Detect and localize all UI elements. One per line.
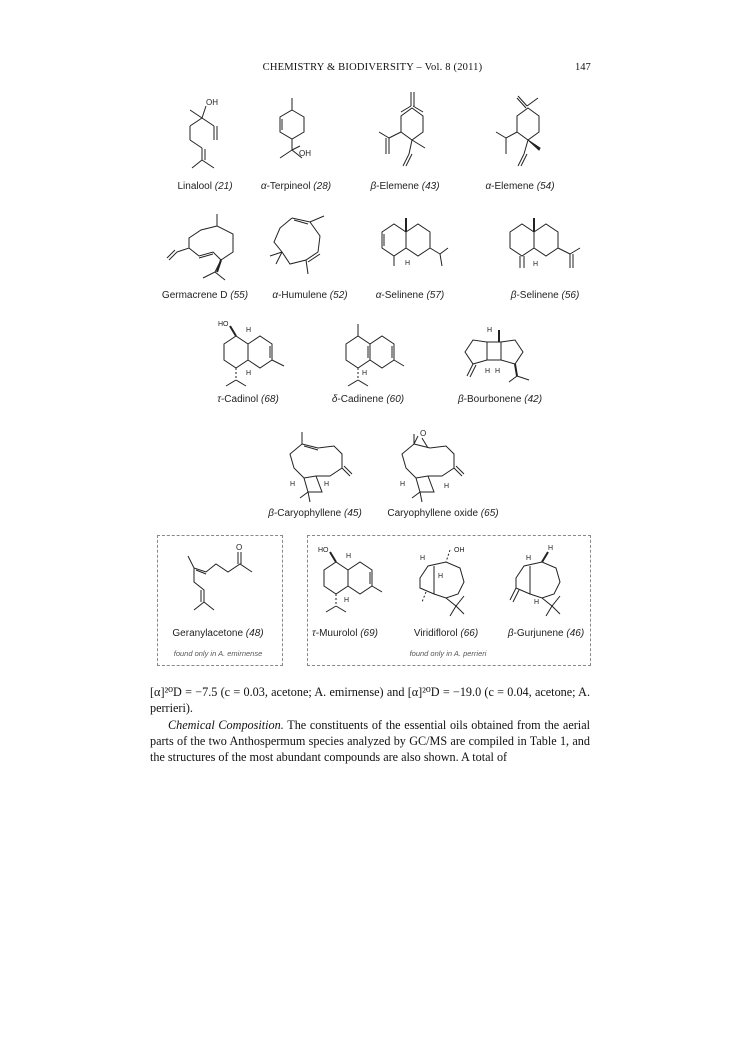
atom-label: H — [344, 597, 350, 604]
atom-label: H — [534, 599, 540, 606]
compound-label-alpha-selinene: α-Selinene (57) — [375, 290, 445, 301]
alpha-terpineol-structure — [262, 92, 332, 177]
viridiflorol-structure — [406, 540, 486, 622]
compound-label-beta-gurjunene: β-Gurjunene (46) — [507, 628, 585, 639]
tau-cadinol-structure — [208, 316, 293, 394]
alpha-selinene-structure — [372, 210, 452, 280]
atom-label: H — [444, 483, 450, 490]
beta-bourbonene-structure — [455, 318, 545, 394]
atom-label: H — [438, 573, 444, 580]
caryophyllene-oxide-structure — [390, 424, 480, 506]
beta-gurjunene-structure — [502, 540, 582, 622]
atom-label: OH — [206, 98, 218, 107]
compound-label-beta-selinene: β-Selinene (56) — [510, 290, 580, 301]
atom-label: HO — [218, 321, 229, 328]
atom-label: H — [400, 481, 406, 488]
delta-cadinene-structure — [330, 316, 410, 394]
compound-label-geranylacetone: Geranylacetone (48) — [172, 628, 264, 639]
atom-label: H — [487, 327, 493, 334]
geranylacetone-structure — [170, 540, 270, 625]
alpha-humulene-structure — [262, 208, 342, 288]
compound-label-delta-cadinene: δ-Cadinene (60) — [331, 394, 405, 405]
atom-label: H — [548, 545, 554, 552]
linalool-structure — [170, 88, 240, 183]
alpha-elemene-structure — [482, 88, 557, 180]
beta-elemene-structure — [365, 88, 435, 180]
atom-label: H — [290, 481, 296, 488]
compound-label-beta-caryophyllene: β-Caryophyllene (45) — [268, 508, 362, 519]
compound-label-alpha-humulene: α-Humulene (52) — [272, 290, 348, 301]
paragraph-text: The constituents of the essential oils obtained from the aerial parts of the two Anthospermum species analyzed by GC/MS are compiled in Table 1, and the structures of the most abundant compounds are also shown. A total of — [150, 717, 590, 765]
tau-muurolol-structure — [312, 540, 392, 622]
atom-label: H — [533, 261, 539, 268]
atom-label: O — [236, 543, 243, 552]
atom-label: H — [246, 327, 252, 334]
compound-label-alpha-terpineol: α-Terpineol (28) — [260, 181, 332, 192]
atom-label: H — [420, 555, 426, 562]
note-emirnense: found only in A. emirnense — [173, 649, 263, 658]
chemical-composition-paragraph — [150, 717, 590, 766]
beta-caryophyllene-structure — [278, 424, 368, 506]
compound-label-caryophyllene-oxide: Caryophyllene oxide (65) — [387, 508, 499, 519]
atom-label: H — [526, 555, 532, 562]
compound-label-beta-elemene: β-Elemene (43) — [370, 181, 440, 192]
note-perrieri: found only in A. perrieri — [409, 649, 487, 658]
beta-selinene-structure — [500, 210, 585, 280]
atom-label: OH — [299, 149, 311, 158]
body-text — [150, 684, 590, 765]
atom-label: O — [420, 429, 427, 438]
compound-label-tau-cadinol: τ-Cadinol (68) — [217, 394, 279, 405]
atom-label: HO — [318, 547, 329, 554]
journal-title: CHEMISTRY & BIODIVERSITY – Vol. 8 (2011) — [262, 62, 483, 73]
compound-label-tau-muurolol: τ-Muurolol (69) — [311, 628, 379, 639]
atom-label: H — [405, 260, 411, 267]
germacrene-d-structure — [165, 208, 255, 288]
atom-label: H — [346, 553, 352, 560]
compound-label-germacrene-d: Germacrene D (55) — [161, 290, 249, 301]
page-number: 147 — [575, 62, 591, 73]
atom-label: OH — [454, 547, 465, 554]
compound-label-viridiflorol: Viridiflorol (66) — [413, 628, 479, 639]
compound-label-beta-bourbonene: β-Bourbonene (42) — [457, 394, 543, 405]
atom-label: H — [495, 368, 501, 375]
atom-label: H — [485, 368, 491, 375]
atom-label: H — [362, 370, 368, 377]
optical-rotation-line: [α]²⁰D = −7.5 (c = 0.03, acetone; A. emirnense) and [α]²⁰D = −19.0 (c = 0.04, acetone; A. perrieri). — [150, 685, 590, 716]
compound-label-alpha-elemene: α-Elemene (54) — [485, 181, 555, 192]
atom-label: H — [246, 370, 252, 377]
compound-label-linalool: Linalool (21) — [177, 181, 233, 192]
section-heading: Chemical Composition. — [168, 717, 284, 732]
atom-label: H — [324, 481, 330, 488]
